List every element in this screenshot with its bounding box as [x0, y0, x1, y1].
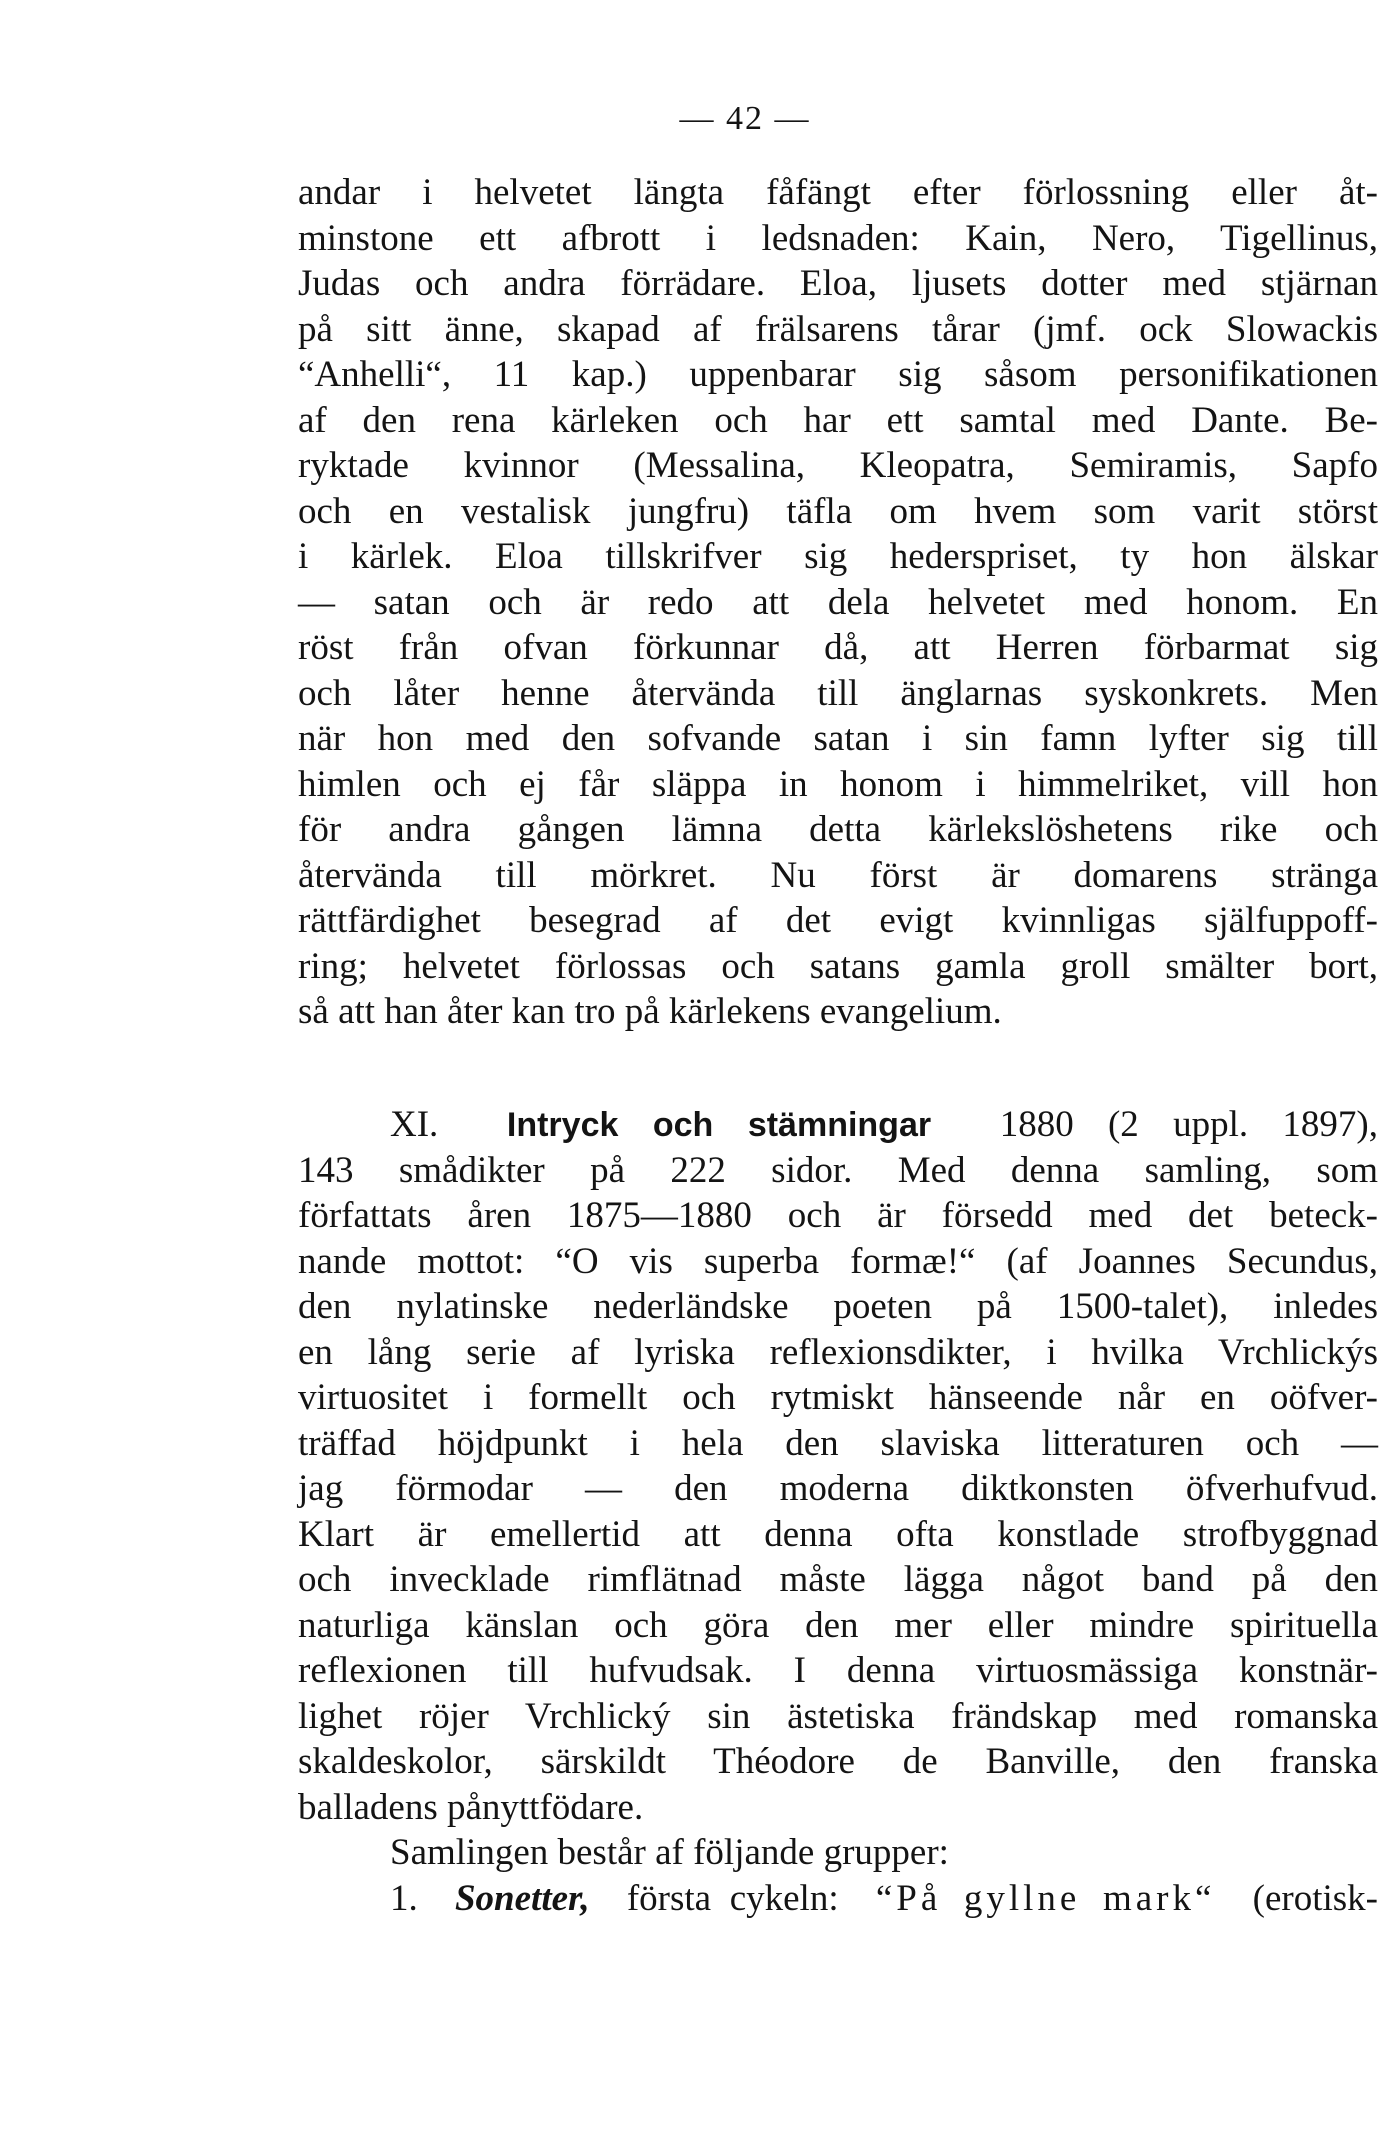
- paragraph2-line: naturliga känslan och göra den mer eller mindre spirituella: [298, 1604, 1378, 1646]
- paragraph1-line: minstone ett afbrott i ledsnaden: Kain, Nero, Tigellinus,: [298, 217, 1378, 259]
- paragraph1-line: af den rena kärleken och har ett samtal med Dante. Be-: [298, 399, 1378, 441]
- paragraph2-line: jag förmodar — den moderna diktkonsten öfverhufvud.: [298, 1468, 1378, 1509]
- list-item-1-rest: (erotisk-: [1252, 1877, 1378, 1919]
- paragraph-eloa-summary: [298, 170, 1378, 1035]
- list-item-1: [298, 1876, 1378, 1922]
- paragraph1-line: ryktade kvinnor (Messalina, Kleopatra, Semiramis, Sapfo: [298, 445, 1378, 486]
- paragraph1-line: och en vestalisk jungfru) täfla om hvem som varit störst: [298, 490, 1378, 532]
- paragraph1-line: “Anhelli“, 11 kap.) uppenbarar sig såsom personifikationen: [298, 354, 1378, 395]
- section-xi: [298, 1102, 1378, 1921]
- paragraph1-line: andar i helvetet längta fåfängt efter förlossning eller åt-: [298, 172, 1378, 213]
- list-item-1-middle: första cykeln:: [626, 1877, 839, 1919]
- paragraph2-line: lighet röjer Vrchlický sin ästetiska frändskap med romanska: [298, 1695, 1378, 1737]
- paragraph2-line: Klart är emellertid att denna ofta konstlade strofbyggnad: [298, 1513, 1378, 1555]
- paragraph2-line: och invecklade rimflätnad måste lägga något band på den: [298, 1559, 1378, 1600]
- paragraph1-line: himlen och ej får släppa in honom i himmelriket, vill hon: [298, 763, 1378, 805]
- paragraph2-line: träffad höjdpunkt i hela den slaviska litteraturen och —: [298, 1422, 1378, 1464]
- paragraph1-line: när hon med den sofvande satan i sin famn lyfter sig till: [298, 718, 1378, 759]
- paragraph1-line: — satan och är redo att dela helvetet med honom. En: [298, 581, 1378, 623]
- page-number-text: — 42 —: [679, 100, 811, 137]
- paragraph2-line: författats åren 1875—1880 och är försedd med det beteck-: [298, 1195, 1378, 1236]
- page-number: [0, 100, 1400, 138]
- paragraph2-line: 143 smådikter på 222 sidor. Med denna samling, som: [298, 1149, 1378, 1191]
- list-item-1-title: Sonetter,: [454, 1877, 590, 1919]
- section-title: Intryck och stämningar: [506, 1106, 932, 1144]
- paragraph2-line: en lång serie af lyriska reflexionsdikter, i hvilka Vrchlickýs: [298, 1331, 1378, 1373]
- paragraph1-line: i kärlek. Eloa tillskrifver sig hederspriset, ty hon älskar: [298, 536, 1378, 577]
- paragraph1-line: rättfärdighet besegrad af det evigt kvinnligas själfuppoff-: [298, 900, 1378, 941]
- paragraph2-line: den nylatinske nederländske poeten på 1500-talet), inledes: [298, 1286, 1378, 1327]
- paragraph1-line: ring; helvetet förlossas och satans gamla groll smälter bort,: [298, 945, 1378, 987]
- list-item-1-quoted: “På gyllne mark“: [875, 1877, 1216, 1919]
- paragraph1-line: för andra gången lämna detta kärlekslöshetens rike och: [298, 809, 1378, 850]
- paragraph-intryck-description: [298, 1148, 1378, 1831]
- paragraph2-line: balladens pånyttfödare.: [298, 1786, 644, 1828]
- groups-intro-line: Samlingen består af följande grupper:: [390, 1832, 949, 1873]
- paragraph2-line: reflexionen till hufvudsak. I denna virtuosmässiga konstnär-: [298, 1650, 1378, 1691]
- paragraph2-line: nande mottot: “O vis superba formæ!“ (af Joannes Secundus,: [298, 1240, 1378, 1282]
- paragraph1-line: röst från ofvan förkunnar då, att Herren förbarmat sig: [298, 627, 1378, 668]
- paragraph1-line: så att han åter kan tro på kärlekens evangelium.: [298, 991, 1002, 1032]
- paragraph1-line: Judas och andra förrädare. Eloa, ljusets dotter med stjärnan: [298, 263, 1378, 304]
- list-item-1-number: 1.: [390, 1877, 418, 1919]
- section-title-rest: 1880 (2 uppl. 1897),: [999, 1104, 1378, 1145]
- paragraph2-line: virtuositet i formellt och rytmiskt hänseende når en oöfver-: [298, 1377, 1378, 1418]
- paragraph1-line: återvända till mörkret. Nu först är domarens stränga: [298, 854, 1378, 896]
- section-heading-line: [298, 1102, 1378, 1148]
- paragraph1-line: på sitt änne, skapad af frälsarens tårar (jmf. ock Slowackis: [298, 308, 1378, 350]
- paragraph1-line: och låter henne återvända till änglarnas syskonkrets. Men: [298, 672, 1378, 714]
- section-number: XI.: [390, 1104, 439, 1145]
- paragraph2-line: skaldeskolor, särskildt Théodore de Banville, den franska: [298, 1741, 1378, 1782]
